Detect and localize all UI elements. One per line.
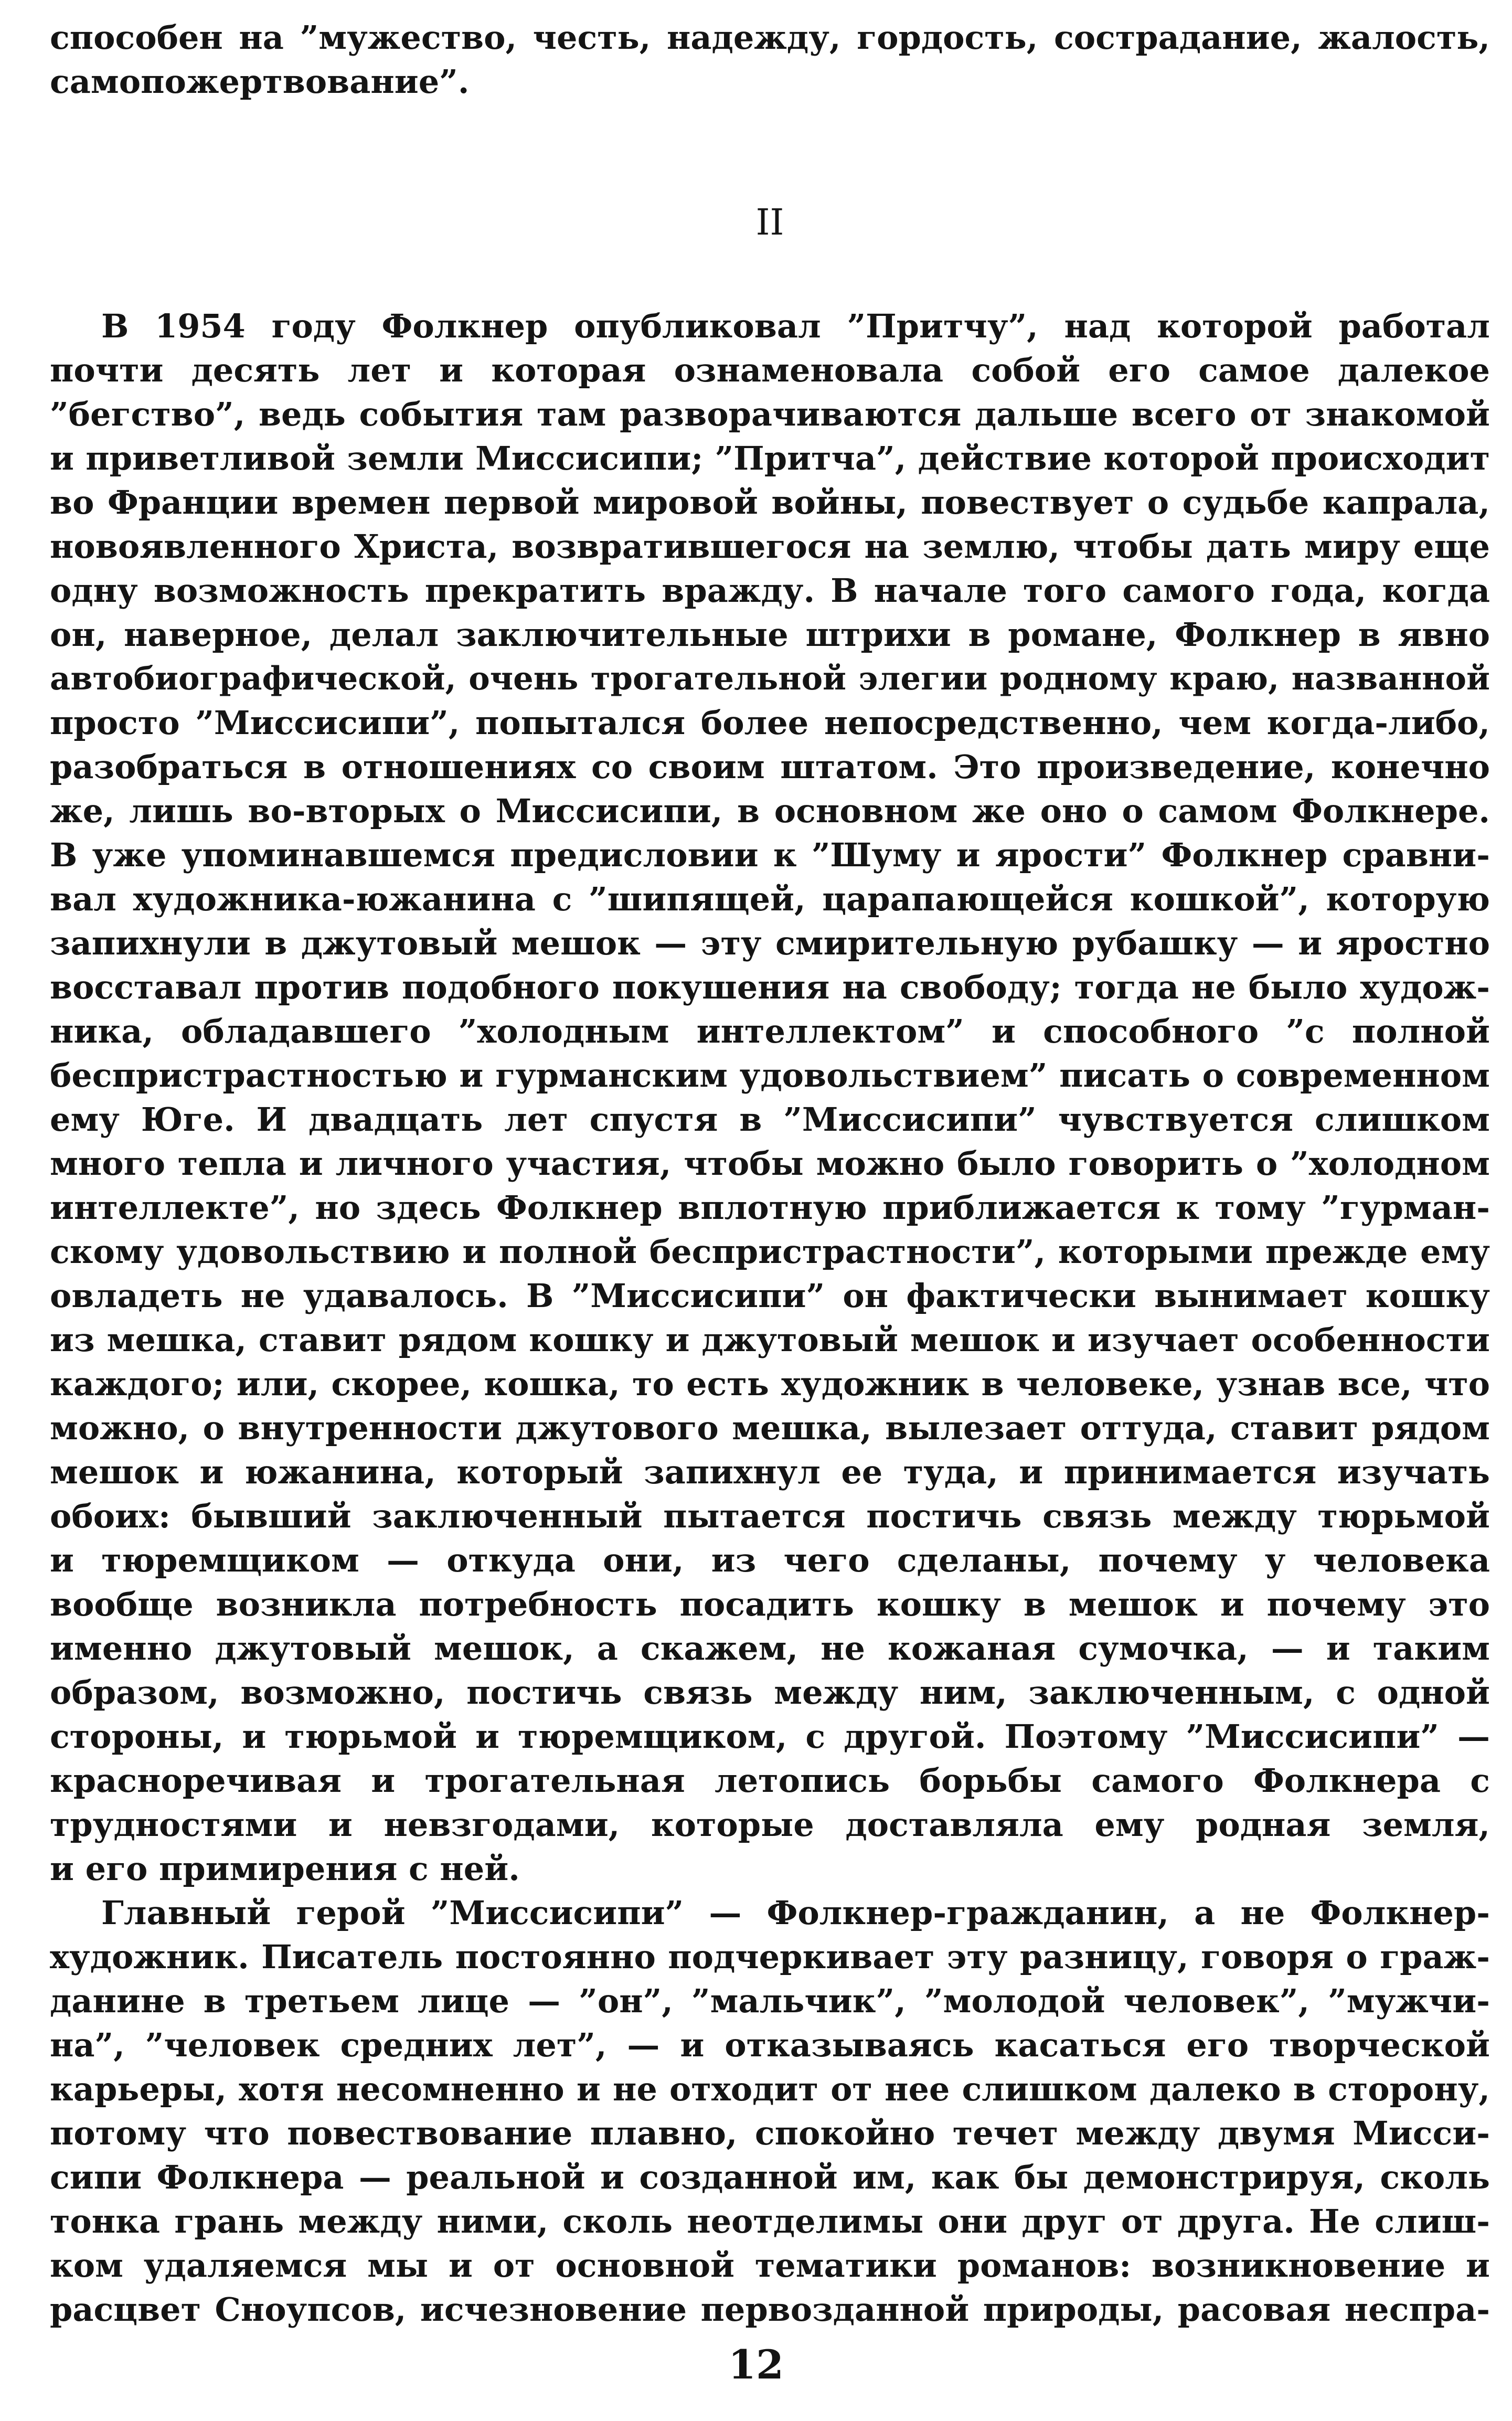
- paragraph: [50, 304, 1490, 1891]
- text-line: потому что повествование плавно, спокойно течет между двумя Мисси-: [50, 2114, 1490, 2152]
- text-line: беспристрастностью и гурманским удовольствием” писать о современном: [50, 1056, 1490, 1095]
- paragraph: [50, 1891, 1490, 2332]
- text-line: просто ”Миссисипи”, попытался более непосредственно, чем когда-либо,: [50, 704, 1490, 742]
- text-line: данине в третьем лице — ”он”, ”мальчик”, ”молодой человек”, ”мужчи-: [50, 1982, 1490, 2020]
- text-line: обоих: бывший заключенный пытается постичь связь между тюрьмой: [50, 1497, 1490, 1535]
- continued-paragraph: [50, 16, 1490, 104]
- text-line: одну возможность прекратить вражду. В начале того самого года, когда: [50, 571, 1490, 610]
- text-line: новоявленного Христа, возвратившегося на землю, чтобы дать миру еще: [50, 527, 1490, 566]
- text-line: красноречивая и трогательная летопись борьбы самого Фолкнера с: [50, 1761, 1490, 1800]
- text-line: много тепла и личного участия, чтобы можно было говорить о ”холодном: [50, 1144, 1490, 1183]
- text-line: мешок и южанина, который запихнул ее туда, и принимается изучать: [50, 1453, 1490, 1491]
- text-line: из мешка, ставит рядом кошку и джутовый мешок и изучает особенности: [50, 1321, 1490, 1359]
- text-line: каждого; или, скорее, кошка, то есть художник в человеке, узнав все, что: [50, 1365, 1490, 1403]
- text-line: стороны, и тюрьмой и тюремщиком, с другой. Поэтому ”Миссисипи” —: [50, 1717, 1490, 1756]
- text-line: ком удаляемся мы и от основной тематики романов: возникновение и: [50, 2246, 1490, 2285]
- text-line: он, наверное, делал заключительные штрихи в романе, Фолкнер в явно: [50, 615, 1490, 654]
- text-line: и приветливой земли Миссисипи; ”Притча”, действие которой происходит: [50, 439, 1490, 477]
- text-line: вообще возникла потребность посадить кошку в мешок и почему это: [50, 1585, 1490, 1623]
- text-line: же, лишь во-вторых о Миссисипи, в основном же оно о самом Фолкнере.: [50, 792, 1490, 830]
- text-line: скому удовольствию и полной беспристрастности”, которыми прежде ему: [50, 1233, 1490, 1271]
- text-line: ника, обладавшего ”холодным интеллектом” и способного ”с полной: [50, 1012, 1490, 1050]
- text-line: и тюремщиком — откуда они, из чего сделаны, почему у человека: [50, 1541, 1490, 1579]
- text-line: можно, о внутренности джутового мешка, вылезает оттуда, ставит рядом: [50, 1409, 1490, 1447]
- text-line: именно джутовый мешок, а скажем, не кожаная сумочка, — и таким: [50, 1629, 1490, 1668]
- text-line: сипи Фолкнера — реальной и созданной им, как бы демонстрируя, сколь: [50, 2158, 1490, 2196]
- text-line: и его примирения с ней.: [50, 1850, 520, 1888]
- text-line: тонка грань между ними, сколь неотделимы они друг от друга. Не слиш-: [50, 2202, 1490, 2241]
- text-line: самопожертвование”.: [50, 62, 470, 101]
- text-line: вал художника-южанина с ”шипящей, царапающейся кошкой”, которую: [50, 880, 1490, 918]
- text-line: ”бегство”, ведь события там разворачиваются дальше всего от знакомой: [50, 395, 1490, 433]
- body-text: [50, 304, 1490, 2332]
- text-line: В уже упоминавшемся предисловии к ”Шуму и ярости” Фолкнер сравни-: [50, 836, 1490, 874]
- text-line: карьеры, хотя несомненно и не отходит от нее слишком далеко в сторону,: [50, 2070, 1490, 2108]
- text-line: почти десять лет и которая ознаменовала собой его самое далекое: [50, 351, 1490, 389]
- text-line: трудностями и невзгодами, которые доставляла ему родная земля,: [50, 1806, 1490, 1844]
- text-line: во Франции времен первой мировой войны, повествует о судьбе капрала,: [50, 483, 1490, 522]
- text-line: на”, ”человек средних лет”, — и отказываясь касаться его творческой: [50, 2026, 1490, 2064]
- text-line: расцвет Сноупсов, исчезновение первозданной природы, расовая неспра-: [50, 2290, 1490, 2329]
- text-line: восставал против подобного покушения на свободу; тогда не было худож-: [50, 968, 1490, 1006]
- text-line: интеллекте”, но здесь Фолкнер вплотную приближается к тому ”гурман-: [50, 1188, 1490, 1227]
- text-line: способен на ”мужество, честь, надежду, гордость, сострадание, жалость,: [50, 18, 1490, 57]
- text-line: художник. Писатель постоянно подчеркивает эту разницу, говоря о граж-: [50, 1938, 1490, 1976]
- text-line: Главный герой ”Миссисипи” — Фолкнер-гражданин, а не Фолкнер-: [101, 1894, 1490, 1932]
- text-line: запихнули в джутовый мешок — эту смирительную рубашку — и яростно: [50, 924, 1490, 962]
- text-line: разобраться в отношениях со своим штатом. Это произведение, конечно: [50, 748, 1490, 786]
- text-line: ему Юге. И двадцать лет спустя в ”Миссисипи” чувствуется слишком: [50, 1100, 1490, 1139]
- section-heading: II: [755, 202, 784, 243]
- text-line: автобиографической, очень трогательной элегии родному краю, названной: [50, 660, 1490, 697]
- text-line: В 1954 году Фолкнер опубликовал ”Притчу”, над которой работал: [101, 307, 1490, 345]
- text-line: овладеть не удавалось. В ”Миссисипи” он фактически вынимает кошку: [50, 1277, 1490, 1315]
- page-number: 12: [728, 2341, 784, 2388]
- text-line: образом, возможно, постичь связь между ним, заключенным, с одной: [50, 1673, 1490, 1712]
